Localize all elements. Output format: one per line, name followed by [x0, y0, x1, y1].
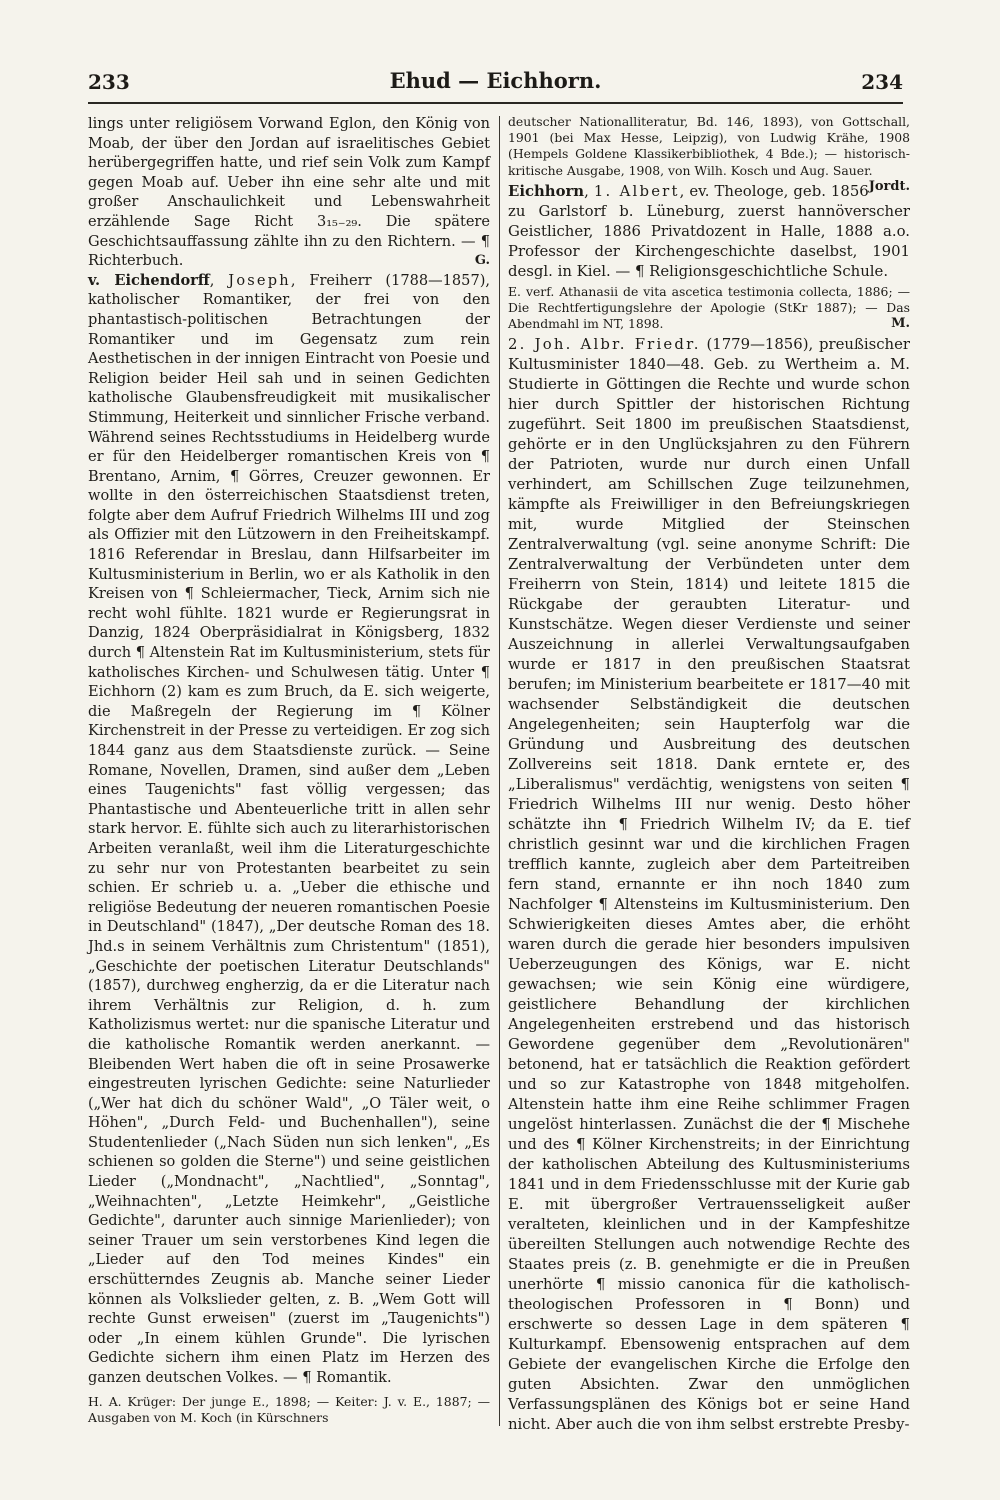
paragraph-text: lings unter religiösem Vorwand Eglon, den König von Moab, der über den Jordan auf israelitisches Gebiet herübergegriffen hatte, und rief sein Volk zum Kampf gegen Moab auf. Ueber ihn eine sehr alte und mit großer Anschaulichkeit und Lebenswahrheit erzählende Sage Richt 3₁₅₋₂₉. Die spätere Geschichtsauffassung zählte ihn zu den Richtern. — ¶ Richterbuch.	[88, 115, 490, 270]
bibliography-reference	[508, 284, 910, 333]
reference-text: deutscher Nationalliteratur, Bd. 146, 1893), von Gottschall, 1901 (bei Max Hesse, Leipzig), von Ludwig Krähe, 1908 (Hempels Goldene Klassikerbibliothek, 4 Bde.); — historisch-kritische Ausgabe, 1908, von Wilh. Kosch und Aug. Sauer.	[508, 114, 910, 178]
bibliography-reference	[88, 1394, 490, 1426]
reference-text: H. A. Krüger: Der junge E., 1898; — Keiter: J. v. E., 1887; — Ausgaben von M. Koch (in Kürschners	[88, 1393, 490, 1425]
entry-given-name: Joseph	[228, 271, 291, 289]
entry-text: , Freiherr (1788—1857), katholischer Romantiker, der frei von den phantastisch-politischen Betrachtungen der Romantiker und im Gegensatz zum rein Aesthetischen in der innigen Eintracht von Poesie und Religion beider Heil sah und in seinen Gedichten katholische Glaubensfreudigkeit mit musikalischer Stimmung, Heiterkeit und sinnlicher Frische verband. Während seines Rechtsstudiums in Heidelberg wurde er für den Heidelberger romantischen Kreis von ¶ Brentano, Arnim, ¶ Görres, Creuzer gewonnen. Er wollte in den österreichischen Staatsdienst treten, folgte aber dem Aufruf Friedrich Wilhelms III und zog als Offizier mit den Lützowern in den Freiheitskampf. 1816 Referendar in Breslau, dann Hilfsarbeiter im Kultusministerium in Berlin, wo er als Katholik in den Kreisen von ¶ Schleiermacher, Tieck, Arnim sich nie recht wohl fühlte. 1821 wurde er Regierungsrat in Danzig, 1824 Oberpräsidialrat in Königsberg, 1832 durch ¶ Altenstein Rat im Kultusministerium, stets für katholisches Kirchen- und Schulwesen tätig. Unter ¶ Eichhorn (2) kam es zum Bruch, da E. sich weigerte, die Maßregeln der Regierung im ¶ Kölner Kirchenstreit in der Presse zu verteidigen. Er zog sich 1844 ganz aus dem Staatsdienste zurück. — Seine Romane, Novellen, Dramen, sind außer dem „Leben eines Taugenichts" fast völlig vergessen; das Phantastische und Abenteuerliche tritt in allen sehr stark hervor. E. fühlte sich auch zu literarhistorischen Arbeiten veranlaßt, weil ihm die Literaturgeschichte zu sehr nur von Protestanten bearbeitet zu sein schien. Er schrieb u. a. „Ueber die ethische und religiöse Bedeutung der neueren romantischen Poesie in Deutschland" (1847), „Der deutsche Roman des 18. Jhd.s in seinem Verhältnis zum Christentum" (1851), „Geschichte der poetischen Literatur Deutschlands" (1857), durchweg engherzig, da er die Literatur nach ihrem Verhältnis zur Religion, d. h. zum Katholizismus wertet: nur die spanische Literatur und die katholische Romantik werden anerkannt. — Bleibenden Wert haben die oft in seine Prosawerke eingestreuten lyrischen Gedichte: seine Naturlieder („Wer hat dich du schöner Wald", „O Täler weit, o Höhen", „Durch Feld- und Buchenhallen"), seine Studentenlieder („Nach Süden nun sich lenken", „Es schienen so golden die Sterne") und seine geistlichen Lieder („Mondnacht", „Nachtlied", „Sonntag", „Weihnachten", „Letzte Heimkehr", „Geistliche Gedichte", darunter auch sinnige Marienlieder); von seiner Trauer um sein verstorbenes Kind legen die „Lieder auf den Tod meines Kindes" ein erschütterndes Zeugnis ab. Manche seiner Lieder können als Volkslieder gelten, z. B. „Wem Gott will rechte Gunst erweisen" (zuerst im „Taugenichts") oder „In einem kühlen Grunde". Die lyrischen Gedichte sichern ihm einen Platz im Herzen des ganzen deutschen Volkes. — ¶ Romantik.	[88, 271, 490, 1386]
entry-headword: Eichhorn	[508, 181, 585, 200]
header-rule	[88, 102, 903, 104]
author-signature: G.	[474, 253, 490, 269]
entry-text: (1779—1856), preußischer Kultusminister 1840—48. Geb. zu Wertheim a. M. Studierte in Göttingen die Rechte und wurde schon hier durch Spittler der historischen Richtung zugeführt. Seit 1800 im preußischen Staatsdienst, gehörte er in den Unglücksjahren zu den Führern der Patrioten, wurde nur durch einen Unfall verhindert, am Schillschen Zuge teilzunehmen, kämpfte als Freiwilliger in den Befreiungskriegen mit, wurde Mitglied der Steinschen Zentralverwaltung (vgl. seine anonyme Schrift: Die Zentralverwaltung der Verbündeten unter dem Freiherrn von Stein, 1814) und leitete 1815 die Rückgabe der geraubten Literatur- und Kunstschätze. Wegen dieser Verdienste und seiner Auszeichnung in allerlei Verwaltungsaufgaben wurde er 1817 in den preußischen Staatsrat berufen; im Ministerium bearbeitete er 1817—40 mit wachsender Selbständigkeit die deutschen Angelegenheiten; sein Haupterfolg war die Gründung und Ausbreitung des deutschen Zollvereins seit 1818. Dank erntete er, des „Liberalismus" verdächtig, wenigstens von seiten ¶ Friedrich Wilhelms III nur wenig. Desto höher schätzte ihn ¶ Friedrich Wilhelm IV; da E. tief christlich gesinnt war und die kirchlichen Fragen trefflich kannte, zugleich aber dem Parteitreiben fern stand, ernannte er ihn noch 1840 zum Nachfolger ¶ Altensteins im Kultusministerium. Den Schwierigkeiten dieses Amtes aber, die erhöht waren durch die gerade hier besonders impulsiven Ueberzeugungen des Königs, war E. nicht gewachsen; wie sein König eine würdigere, geistlichere Behandlung der kirchlichen Angelegenheiten erstrebend und das historisch Gewordene gegenüber dem „Revolutionären" betonend, hat er tatsächlich die Reaktion gefördert und so zur Katastrophe von 1848 mitgeholfen. Altenstein hatte ihm eine Reihe schlimmer Fragen ungelöst hinterlassen. Zunächst die der ¶ Mischehe und des ¶ Kölner Kirchenstreits; in der Einrichtung der katholischen Abteilung des Kultusministeriums 1841 und in dem Friedensschlusse mit der Kurie gab E. mit übergroßer Vertrauensseligkeit außer veralteten, kleinlichen und in der Kampfeshitze übereilten Stellungen auch notwendige Rechte des Staates preis (z. B. genehmigte er die in Preußen unerhörte ¶ missio canonica für die katholisch-theologischen Professoren in ¶ Bonn) und erschwerte so dessen Lage in dem späteren ¶ Kulturkampf. Ebensowenig entsprachen auf dem Gebiete der evangelischen Kirche die Erfolge den guten Absichten. Zwar den unmöglichen Verfassungsplänen des Königs bot er seine Hand nicht. Aber auch die von ihm selbst erstrebte Presby-	[508, 335, 910, 1434]
page-number-left: 233	[88, 70, 130, 94]
page-number-right: 234	[861, 70, 903, 94]
entry-given-name: 2. Joh. Albr. Friedr.	[508, 335, 701, 354]
entry-headword: v. Eichendorff	[88, 271, 210, 289]
entry-given-name: 1. Albert	[593, 181, 680, 200]
entry-eichhorn-johann	[508, 334, 910, 1434]
left-column	[88, 114, 490, 1428]
right-column	[508, 114, 910, 1434]
author-signature: M.	[891, 316, 910, 332]
paragraph-ehud-end	[88, 114, 490, 271]
entry-eichendorff: v. Eichendorff, Joseph, Freiherr (1788—1857), katholischer Romantiker, der frei von den phantastisch-politischen Betrachtungen der Romantiker und im Gegensatz zum rein Aesthetischen in der innigen Eintracht von Poesie und Religion beider Heil sah und in seinen Gedichten katholische Glaubensfreudigkeit mit musikalischer Stimmung, Heiterkeit und sinnlicher Frische verband. Während seines Rechtsstudiums in Heidelberg wurde er für den Heidelberger romantischen Kreis von ¶ Brentano, Arnim, ¶ Görres, Creuzer gewonnen. Er wollte in den österreichischen Staatsdienst treten, folgte aber dem Aufruf Friedrich Wilhelms III und zog als Offizier mit den Lützowern in den Freiheitskampf. 1816 Referendar in Breslau, dann Hilfsarbeiter im Kultusministerium in Berlin, wo er als Katholik in den Kreisen von ¶ Schleiermacher, Tieck, Arnim sich nie recht wohl fühlte. 1821 wurde er Regierungsrat in Danzig, 1824 Oberpräsidialrat in Königsberg, 1832 durch ¶ Altenstein Rat im Kultusministerium, stets für katholisches Kirchen- und Schulwesen tätig. Unter ¶ Eichhorn (2) kam es zum Bruch, da E. sich weigerte, die Maßregeln der Regierung im ¶ Kölner Kirchenstreit in der Presse zu verteidigen. Er zog sich 1844 ganz aus dem Staatsdienste zurück. — Seine Romane, Novellen, Dramen, sind außer dem „Leben eines Taugenichts" fast völlig vergessen; das Phantastische und Abenteuerliche tritt in allen sehr stark hervor. E. fühlte sich auch zu literarhistorischen Arbeiten veranlaßt, weil ihm die Literaturgeschichte zu sehr nur von Protestanten bearbeitet zu sein schien. Er schrieb u. a. „Ueber die ethische und religiöse Bedeutung der neueren romantischen Poesie in Deutschland" (1847), „Der deutsche Roman des 18. Jhd.s in seinem Verhältnis zum Christentum" (1851), „Geschichte der poetischen Literatur Deutschlands" (1857), durchweg engherzig, da er die Literatur nach ihrem Verhältnis zur Religion, d. h. zum Katholizismus wertet: nur die spanische Literatur und die katholische Romantik werden anerkannt. — Bleibenden Wert haben die oft in seine Prosawerke eingestreuten lyrischen Gedichte: seine Naturlieder („Wer hat dich du schöner Wald", „O Täler weit, o Höhen", „Durch Feld- und Buchenhallen"), seine Studentenlieder („Nach Süden nun sich lenken", „Es schienen so golden die Sterne") und seine geistlichen Lieder („Mondnacht", „Nachtlied", „Sonntag", „Weihnachten", „Letzte Heimkehr", „Geistliche Gedichte", darunter auch sinnige Marienlieder); von seiner Trauer um sein verstorbenes Kind legen die „Lieder auf den Tod meines Kindes" ein erschütterndes Zeugnis ab. Manche seiner Lieder können als Volkslieder gelten, z. B. „Wem Gott will rechte Gunst erweisen" (zuerst im „Taugenichts") oder „In einem kühlen Grunde". Die lyrischen Gedichte sichern ihm einen Platz im Herzen des ganzen deutschen Volkes. — ¶ Romantik.	[88, 271, 490, 1386]
reference-text: E. verf. Athanasii de vita ascetica testimonia collecta, 1886; — Die Rechtfertigungslehre der Apologie (StKr 1887); — Das Abendmahl im NT, 1898.	[508, 283, 910, 332]
entry-text: , ev. Theologe, geb. 1856 zu Garlstorf b. Lüneburg, zuerst hannöverscher Geistlicher, 1886 Privatdozent in Halle, 1888 a.o. Professor der Kirchengeschichte daselbst, 1901 desgl. in Kiel. — ¶ Religionsgeschichtliche Schule.	[508, 181, 910, 280]
page-header	[88, 62, 903, 102]
entry-eichhorn-albert: Eichhorn, 1. Albert, ev. Theologe, geb. 1856 zu Garlstorf b. Lüneburg, zuerst hannöverscher Geistlicher, 1886 Privatdozent in Halle, 1888 a.o. Professor der Kirchengeschichte daselbst, 1901 desgl. in Kiel. — ¶ Religionsgeschichtliche Schule.	[508, 181, 910, 280]
author-signature: Jordt.	[868, 178, 910, 194]
running-title: Ehud — Eichhorn.	[389, 68, 602, 93]
column-divider	[499, 116, 500, 1426]
